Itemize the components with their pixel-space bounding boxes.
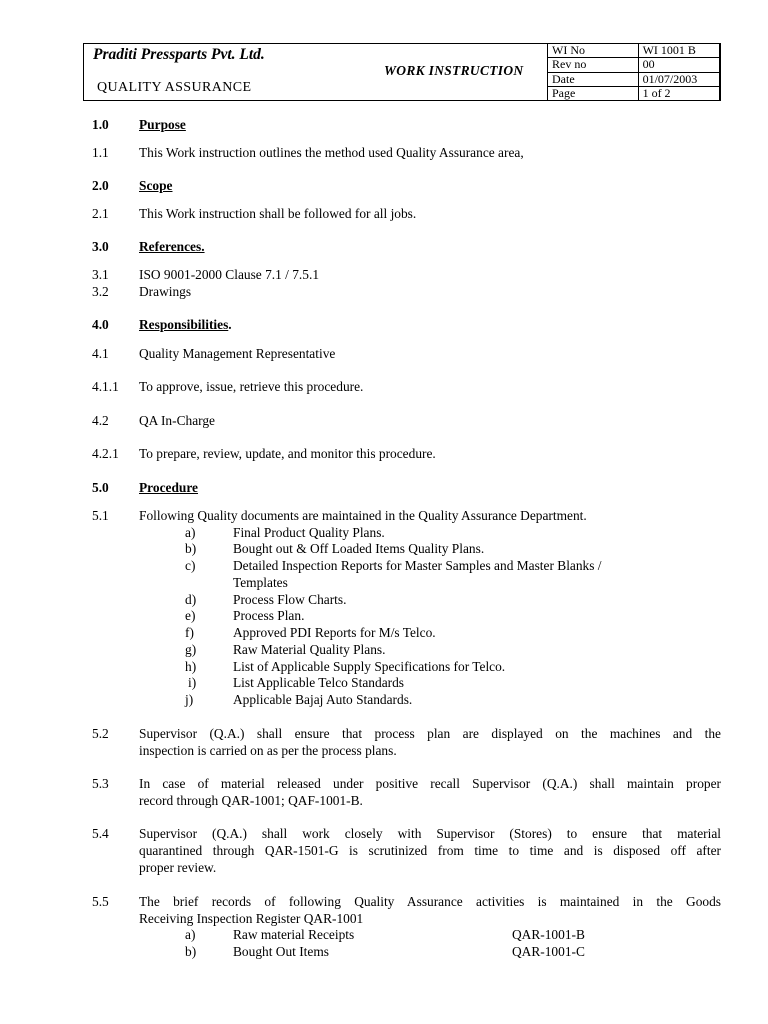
section-title: References. — [139, 239, 205, 254]
clause-number: 4.1.1 — [92, 379, 119, 394]
clause-number: 5.1 — [92, 508, 109, 523]
meta-row — [548, 58, 721, 72]
clause-text: The brief records of following Quality Assurance activities is maintained in the Goods — [139, 894, 721, 909]
clause-text: Supervisor (Q.A.) shall work closely with Supervisor (Stores) to ensure that material — [139, 826, 721, 841]
record-name: Raw material Receipts — [233, 927, 355, 942]
list-marker: e) — [185, 608, 196, 623]
clause-text: Supervisor (Q.A.) shall ensure that process plan are displayed on the machines and the — [139, 726, 721, 741]
clause-text: record through QAR-1001; QAF-1001-B. — [139, 793, 363, 808]
list-marker: j) — [185, 692, 194, 707]
section-number: 5.0 — [92, 480, 109, 495]
clause-text: This Work instruction outlines the method used Quality Assurance area, — [139, 145, 524, 160]
meta-value: 1 of 2 — [638, 86, 720, 100]
meta-value: 01/07/2003 — [638, 72, 720, 86]
list-text: Bought out & Off Loaded Items Quality Plans. — [233, 541, 485, 556]
clause-text: Receiving Inspection Register QAR-1001 — [139, 911, 364, 926]
company-name: Praditi Pressparts Pvt. Ltd. — [93, 46, 265, 63]
clause-number: 5.4 — [92, 826, 109, 841]
list-marker: h) — [185, 659, 197, 674]
section-title: Responsibilities — [139, 317, 229, 332]
clause-number: 5.2 — [92, 726, 109, 741]
section-title: Procedure — [139, 480, 199, 495]
clause-number: 5.3 — [92, 776, 109, 791]
section-title: Scope — [139, 178, 173, 193]
meta-row — [548, 86, 721, 100]
clause-text: To approve, issue, retrieve this procedure. — [139, 379, 364, 394]
clause-number: 5.5 — [92, 894, 109, 909]
clause-number: 4.2 — [92, 413, 109, 428]
document-header — [83, 43, 720, 101]
clause-text: quarantined through QAR-1501-G is scrutinized from time to time and is disposed off after — [139, 843, 721, 858]
clause-text: Following Quality documents are maintained in the Quality Assurance Department. — [139, 508, 587, 523]
meta-value: WI 1001 B — [638, 44, 720, 58]
section-number: 4.0 — [92, 317, 109, 332]
document-meta-table — [547, 43, 721, 101]
list-text: Detailed Inspection Reports for Master Samples and Master Blanks / — [233, 558, 602, 573]
list-text: List of Applicable Supply Specifications for Telco. — [233, 659, 506, 674]
clause-number: 4.2.1 — [92, 446, 119, 461]
list-marker: b) — [185, 944, 197, 959]
record-code: QAR-1001-B — [512, 927, 585, 942]
list-marker: i) — [188, 675, 197, 690]
clause-number: 3.2 — [92, 284, 109, 299]
list-text: List Applicable Telco Standards — [233, 675, 404, 690]
meta-row — [548, 72, 721, 86]
clause-number: 1.1 — [92, 145, 109, 160]
meta-value: 00 — [638, 58, 720, 72]
clause-text: inspection is carried on as per the process plans. — [139, 743, 397, 758]
list-text: Final Product Quality Plans. — [233, 525, 385, 540]
list-text: Applicable Bajaj Auto Standards. — [233, 692, 413, 707]
clause-text: proper review. — [139, 860, 217, 875]
list-marker: b) — [185, 541, 197, 556]
clause-text: To prepare, review, update, and monitor this procedure. — [139, 446, 436, 461]
clause-text: Drawings — [139, 284, 192, 299]
section-title-suffix: . — [228, 317, 232, 332]
section-number: 3.0 — [92, 239, 109, 254]
list-marker: d) — [185, 592, 197, 607]
clause-text: In case of material released under positive recall Supervisor (Q.A.) shall maintain proper — [139, 776, 721, 791]
clause-number: 4.1 — [92, 346, 109, 361]
list-text: Approved PDI Reports for M/s Telco. — [233, 625, 436, 640]
clause-number: 2.1 — [92, 206, 109, 221]
list-text: Process Flow Charts. — [233, 592, 347, 607]
clause-text: This Work instruction shall be followed for all jobs. — [139, 206, 417, 221]
document-type: WORK INSTRUCTION — [384, 63, 524, 78]
list-marker: f) — [185, 625, 194, 640]
section-title: Purpose — [139, 117, 186, 132]
list-text: Raw Material Quality Plans. — [233, 642, 386, 657]
meta-row — [548, 44, 721, 58]
meta-key: Rev no — [548, 58, 639, 72]
list-marker: a) — [185, 525, 196, 540]
meta-key: Date — [548, 72, 639, 86]
section-number: 1.0 — [92, 117, 109, 132]
clause-text: Quality Management Representative — [139, 346, 336, 361]
list-marker: g) — [185, 642, 197, 657]
list-marker: a) — [185, 927, 196, 942]
record-code: QAR-1001-C — [512, 944, 585, 959]
clause-number: 3.1 — [92, 267, 109, 282]
meta-key: WI No — [548, 44, 639, 58]
list-text: Process Plan. — [233, 608, 305, 623]
section-number: 2.0 — [92, 178, 109, 193]
record-name: Bought Out Items — [233, 944, 329, 959]
list-text: Templates — [233, 575, 288, 590]
meta-key: Page — [548, 86, 639, 100]
clause-text: ISO 9001-2000 Clause 7.1 / 7.5.1 — [139, 267, 320, 282]
list-marker: c) — [185, 558, 196, 573]
clause-text: QA In-Charge — [139, 413, 215, 428]
department-name: QUALITY ASSURANCE — [97, 80, 252, 95]
